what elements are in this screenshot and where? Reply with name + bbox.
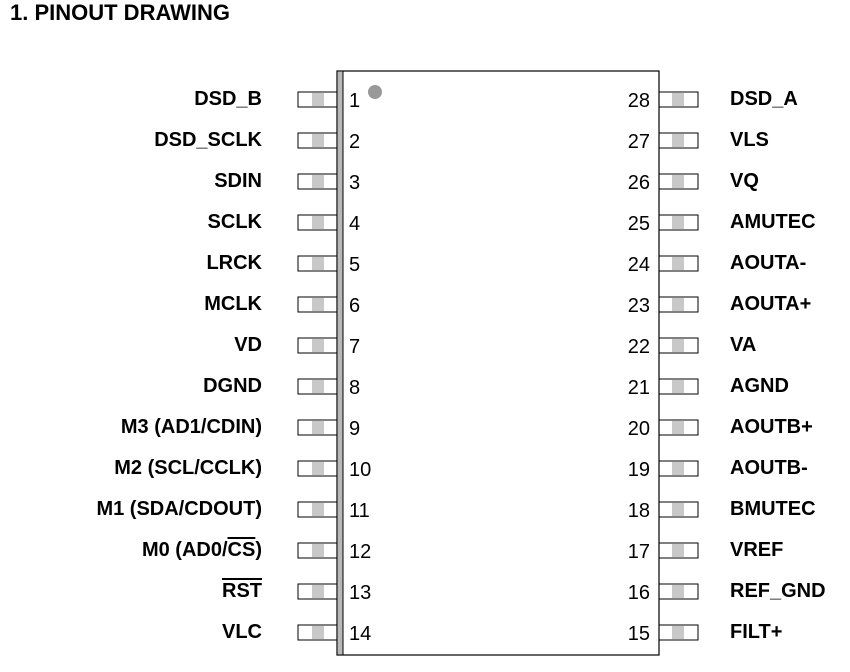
pin-number-18: 18 [627,500,650,522]
pin-number-19: 19 [627,459,650,481]
pin-lead-9 [298,420,337,435]
pin-label-19: AOUTB- [730,457,808,479]
chip-body [337,71,659,655]
pin-label-6: MCLK [204,293,262,315]
pin-lead-4 [298,215,337,230]
pin-lead-18 [659,502,698,517]
pin-number-2: 2 [349,131,361,153]
pin-lead-19 [659,461,698,476]
pin-number-15: 15 [627,623,650,645]
pin-number-8: 8 [349,377,361,399]
pin-label-4: SCLK [207,211,262,233]
pin-lead-27 [659,133,698,148]
pin-lead-2 [298,133,337,148]
chip-body-edge [337,71,343,655]
pin-label-20: AOUTB+ [730,416,813,438]
pin-lead-23 [659,297,698,312]
pin-label-24: AOUTA- [730,252,807,274]
pin-label-5: LRCK [206,252,262,274]
pin-number-12: 12 [349,541,372,563]
pin-lead-20 [659,420,698,435]
pin-label-13 [222,580,262,602]
pin-lead-16 [659,584,698,599]
pin-number-5: 5 [349,254,361,276]
pin-number-17: 17 [627,541,650,563]
pin-label-1: DSD_B [194,88,262,110]
pin-label-2: DSD_SCLK [154,129,262,151]
pin-number-20: 20 [627,418,650,440]
pin-label-27: VLS [730,129,769,151]
pin-lead-28 [659,92,698,107]
pin-label-8: DGND [203,375,262,397]
pin-number-13: 13 [349,582,372,604]
pin-number-16: 16 [627,582,650,604]
pin-lead-13 [298,584,337,599]
pin-label-18: BMUTEC [730,498,816,520]
pin-number-21: 21 [627,377,650,399]
pin-number-28: 28 [627,90,650,112]
pin-number-23: 23 [627,295,650,317]
pin-number-3: 3 [349,172,361,194]
pin-label-7: VD [234,334,262,356]
pin-lead-22 [659,338,698,353]
pin1-marker-dot [368,85,382,99]
pin-label-9: M3 (AD1/CDIN) [120,416,262,438]
pin-label-13-overline: $\overline{RST}$ [222,580,262,602]
pin-label-22: VA [730,334,757,356]
pin-label-23: AOUTA+ [730,293,812,315]
pin-lead-3 [298,174,337,189]
pin-label-15: FILT+ [730,621,783,643]
pin-lead-15 [659,625,698,640]
pin-lead-26 [659,174,698,189]
pin-label-25: AMUTEC [730,211,816,233]
pin-number-6: 6 [349,295,361,317]
pin-label-12-overline: $\overline{CS}$ [227,539,256,561]
pin-number-27: 27 [627,131,650,153]
pin-number-25: 25 [627,213,650,235]
pin-lead-1 [298,92,337,107]
pin-number-22: 22 [627,336,650,358]
pin-label-26: VQ [730,170,759,192]
pin-number-1: 1 [349,90,361,112]
pin-lead-21 [659,379,698,394]
pin-number-10: 10 [349,459,372,481]
pin-label-12-suffix: ) [255,539,262,561]
pin-lead-10 [298,461,337,476]
pin-number-24: 24 [627,254,650,276]
pin-lead-25 [659,215,698,230]
pin-label-12 [142,539,262,561]
pin-lead-8 [298,379,337,394]
pin-number-26: 26 [627,172,650,194]
pin-label-28: DSD_A [730,88,798,110]
pin-label-16: REF_GND [730,580,826,602]
pin-lead-11 [298,502,337,517]
page-title: 1. PINOUT DRAWING [10,0,231,25]
pin-label-3: SDIN [214,170,262,192]
pin-label-11: M1 (SDA/CDOUT) [96,498,262,520]
pin-lead-12 [298,543,337,558]
pin-number-4: 4 [349,213,361,235]
pin-number-9: 9 [349,418,361,440]
pin-label-14: VLC [222,621,262,643]
pin-lead-5 [298,256,337,271]
pin-label-17: VREF [730,539,784,561]
pin-lead-17 [659,543,698,558]
pin-number-7: 7 [349,336,361,358]
pin-lead-6 [298,297,337,312]
pin-number-11: 11 [349,500,370,522]
pin-lead-7 [298,338,337,353]
pin-label-10: M2 (SCL/CCLK) [114,457,262,479]
pin-lead-14 [298,625,337,640]
pin-lead-24 [659,256,698,271]
pin-label-21: AGND [730,375,789,397]
pin-number-14: 14 [349,623,372,645]
pin-label-12-prefix: M0 (AD0/ [141,539,228,561]
